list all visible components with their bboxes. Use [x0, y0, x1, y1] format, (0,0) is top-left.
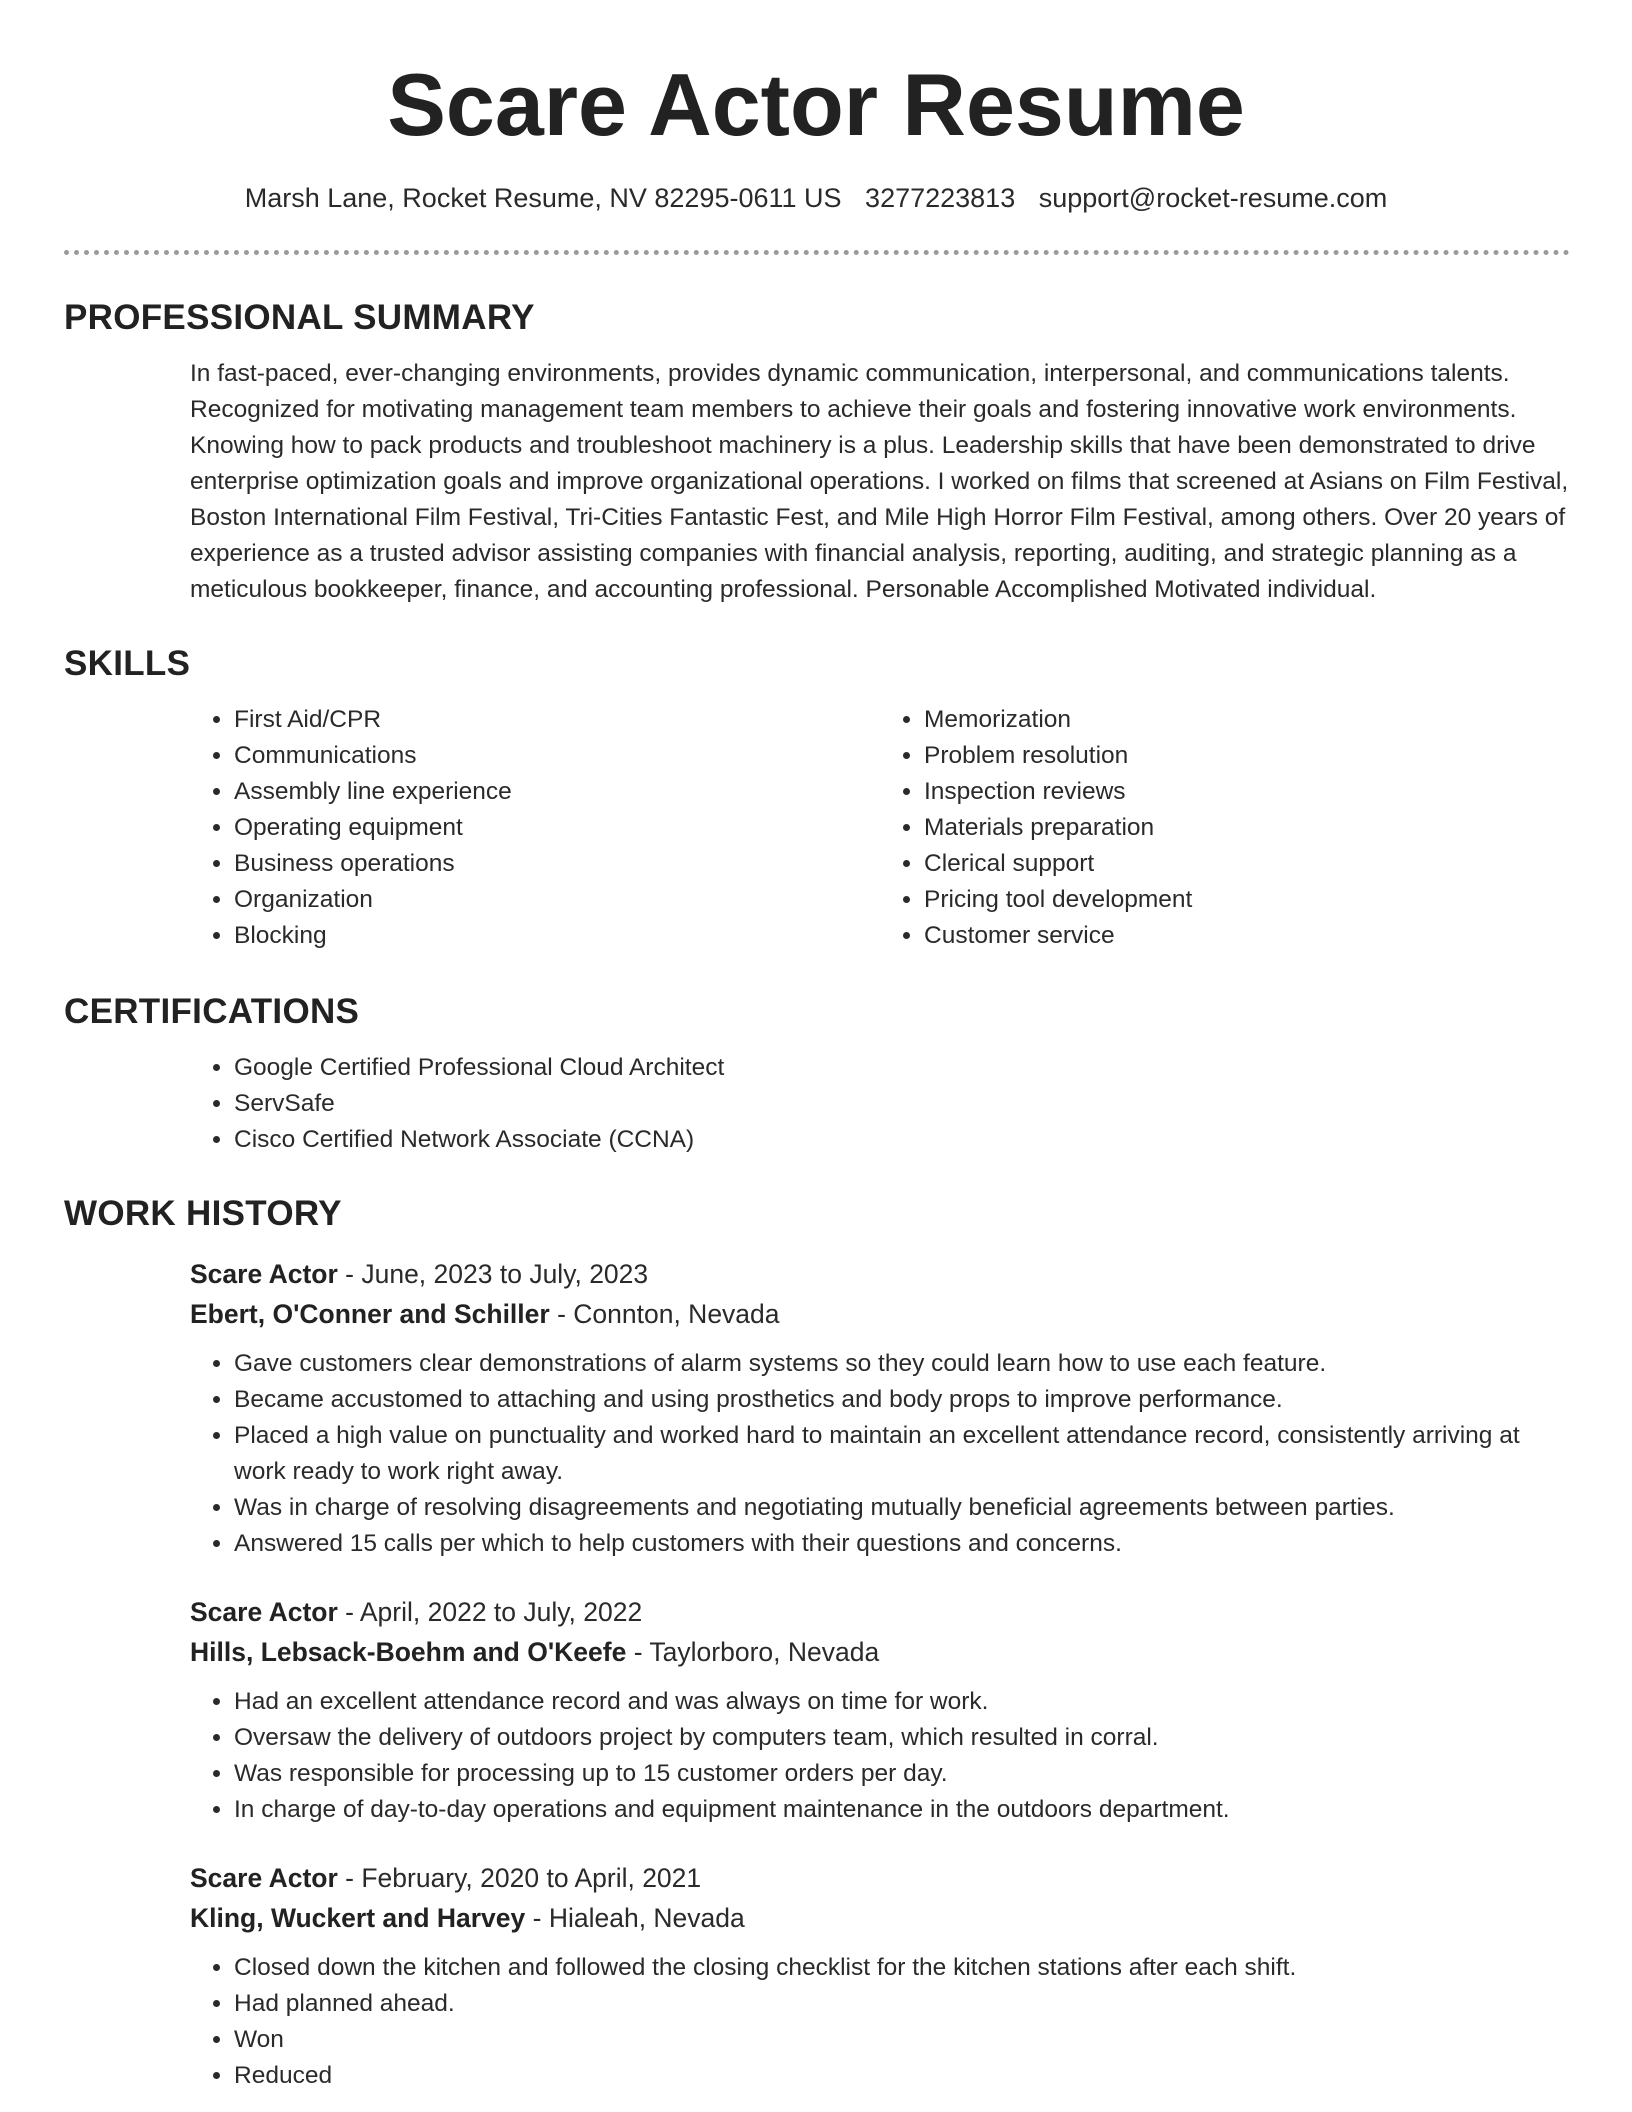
certification-item: • Cisco Certified Network Associate (CCNA) — [234, 1122, 1570, 1158]
certifications-section — [64, 990, 1570, 1158]
job-entry — [190, 1858, 1570, 2094]
job-company: Ebert, O'Conner and Schiller — [190, 1299, 550, 1329]
contact-line — [0, 180, 1632, 216]
skill-item: • Organization — [234, 882, 880, 918]
job-location: - Taylorboro, Nevada — [626, 1637, 880, 1667]
certification-item: • Google Certified Professional Cloud Architect — [234, 1050, 1570, 1086]
job-bullet: • Had an excellent attendance record and was always on time for work. — [234, 1684, 1570, 1720]
job-company-line — [190, 1632, 1570, 1672]
contact-email: support@rocket-resume.com — [1038, 183, 1388, 213]
job-bullet: • Had planned ahead. — [234, 1986, 1570, 2022]
job-role-line — [190, 1254, 1570, 1294]
contact-address: Marsh Lane, Rocket Resume, NV 82295-0611 US — [244, 183, 842, 213]
work-history-heading: WORK HISTORY — [64, 1194, 342, 1233]
job-title: Scare Actor — [190, 1863, 338, 1893]
skill-item: • Customer service — [924, 918, 1570, 954]
job-company-line — [190, 1294, 1570, 1334]
job-location: - Connton, Nevada — [549, 1299, 780, 1329]
summary-heading: PROFESSIONAL SUMMARY — [64, 298, 535, 337]
skill-item: • Pricing tool development — [924, 882, 1570, 918]
job-bullet: • Closed down the kitchen and followed the closing checklist for the kitchen stations after each shift. — [234, 1950, 1570, 1986]
job-bullet: • Oversaw the delivery of outdoors project by computers team, which resulted in corral. — [234, 1720, 1570, 1756]
skill-item: • Communications — [234, 738, 880, 774]
job-bullet: • Answered 15 calls per which to help customers with their questions and concerns. — [234, 1526, 1570, 1562]
job-bullet: • Was responsible for processing up to 15 customer orders per day. — [234, 1756, 1570, 1792]
job-company: Hills, Lebsack-Boehm and O'Keefe — [190, 1637, 627, 1667]
skills-list-right — [880, 702, 1570, 954]
job-bullets — [190, 1346, 1570, 1562]
job-bullet: • Won — [234, 2022, 1570, 2058]
skill-item: • First Aid/CPR — [234, 702, 880, 738]
summary-text: In fast-paced, ever-changing environments, provides dynamic communication, interpersonal, and communications talents. Recognized for motivating management team members to achieve their goals and fostering innovative work environments. Knowing how to pack products and troubleshoot machinery is a plus. Leadership skills that have been demonstrated to drive enterprise optimization goals and improve organizational operations. I worked on films that screened at Asians on Film Festival, Boston International Film Festival, Tri-Cities Fantastic Fest, and Mile High Horror Film Festival, among others. Over 20 years of experience as a trusted advisor assisting companies with financial analysis, reporting, auditing, and strategic planning as a meticulous bookkeeper, finance, and accounting professional. Personable Accomplished Motivated individual. — [190, 360, 1569, 603]
job-dates: - June, 2023 to July, 2023 — [337, 1259, 649, 1289]
job-bullet: • Reduced — [234, 2058, 1570, 2094]
certifications-list — [190, 1050, 1570, 1158]
job-title: Scare Actor — [190, 1259, 338, 1289]
job-company: Kling, Wuckert and Harvey — [190, 1903, 526, 1933]
job-bullet: • Placed a high value on punctuality and worked hard to maintain an excellent attendance record, consistently arriving at work ready to work right away. — [234, 1418, 1570, 1490]
job-bullets — [190, 1950, 1570, 2094]
skill-item: • Assembly line experience — [234, 774, 880, 810]
skills-heading: SKILLS — [64, 644, 191, 683]
resume-title: Scare Actor Resume — [387, 55, 1245, 154]
skill-item: • Clerical support — [924, 846, 1570, 882]
skills-list-left — [190, 702, 880, 954]
job-bullet: • Gave customers clear demonstrations of alarm systems so they could learn how to use each feature. — [234, 1346, 1570, 1382]
job-bullet: • Became accustomed to attaching and using prosthetics and body props to improve performance. — [234, 1382, 1570, 1418]
work-history-section — [64, 1192, 1570, 2094]
job-dates: - February, 2020 to April, 2021 — [337, 1863, 702, 1893]
job-bullet: • Was in charge of resolving disagreements and negotiating mutually beneficial agreements between parties. — [234, 1490, 1570, 1526]
job-entry — [190, 1592, 1570, 1828]
job-entry — [190, 1254, 1570, 1562]
job-bullet: • In charge of day-to-day operations and equipment maintenance in the outdoors department. — [234, 1792, 1570, 1828]
skill-item: • Memorization — [924, 702, 1570, 738]
job-location: - Hialeah, Nevada — [525, 1903, 745, 1933]
skill-item: • Materials preparation — [924, 810, 1570, 846]
skill-item: • Operating equipment — [234, 810, 880, 846]
skill-item: • Inspection reviews — [924, 774, 1570, 810]
certification-item: • ServSafe — [234, 1086, 1570, 1122]
header-divider — [64, 250, 1570, 255]
skills-columns — [190, 702, 1570, 954]
job-company-line — [190, 1898, 1570, 1938]
job-bullets — [190, 1684, 1570, 1828]
contact-phone: 3277223813 — [865, 183, 1016, 213]
skill-item: • Blocking — [234, 918, 880, 954]
job-role-line — [190, 1858, 1570, 1898]
skill-item: • Business operations — [234, 846, 880, 882]
summary-section — [64, 296, 1570, 608]
job-dates: - April, 2022 to July, 2022 — [337, 1597, 643, 1627]
certifications-heading: CERTIFICATIONS — [64, 992, 360, 1031]
job-role-line — [190, 1592, 1570, 1632]
skill-item: • Problem resolution — [924, 738, 1570, 774]
job-title: Scare Actor — [190, 1597, 338, 1627]
skills-section — [64, 642, 1570, 954]
